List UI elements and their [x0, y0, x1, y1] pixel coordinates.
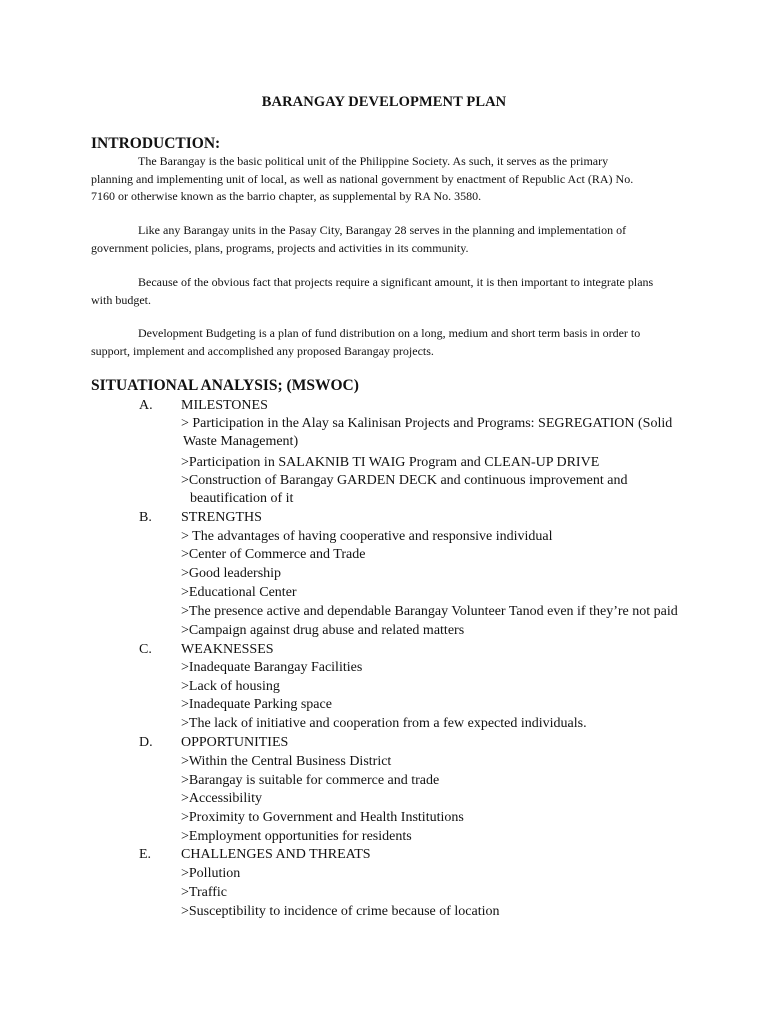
text-line: The Barangay is the basic political unit of the Philippine Society. As such, it serves as the primary	[138, 154, 609, 168]
introduction-heading: INTRODUCTION:	[91, 135, 221, 152]
list-item: beautification of it	[190, 491, 294, 506]
text-line: government policies, plans, programs, projects and activities in its community.	[91, 240, 469, 255]
intro-paragraph-2	[91, 222, 681, 257]
intro-paragraph-1	[91, 153, 681, 206]
list-item: >Educational Center	[181, 585, 297, 600]
list-item: >Employment opportunities for residents	[181, 829, 412, 844]
list-item: >Pollution	[181, 866, 241, 881]
situational-analysis-heading: SITUATIONAL ANALYSIS; (MSWOC)	[91, 377, 359, 394]
text-line: with budget.	[91, 292, 151, 307]
list-item: >Campaign against drug abuse and related matters	[181, 623, 465, 638]
section-title-weaknesses: WEAKNESSES	[181, 642, 274, 657]
section-letter: B.	[139, 510, 152, 525]
list-item: >Susceptibility to incidence of crime because of location	[181, 904, 500, 919]
section-letter: E.	[139, 847, 152, 862]
document-title: BARANGAY DEVELOPMENT PLAN	[261, 94, 507, 110]
text-line: Like any Barangay units in the Pasay City, Barangay 28 serves in the planning and implementation of	[138, 223, 627, 237]
section-title-challenges-and-threats: CHALLENGES AND THREATS	[181, 847, 371, 862]
section-title-milestones: MILESTONES	[181, 398, 268, 413]
list-item: >Inadequate Parking space	[181, 697, 332, 712]
section-letter: A.	[139, 398, 153, 413]
list-item: >Construction of Barangay GARDEN DECK and continuous improvement and	[181, 473, 628, 488]
list-item: >Within the Central Business District	[181, 754, 392, 769]
section-title-strengths: STRENGTHS	[181, 510, 262, 525]
list-item: Waste Management)	[183, 434, 299, 449]
list-item: >The lack of initiative and cooperation from a few expected individuals.	[181, 716, 587, 731]
list-item: >Center of Commerce and Trade	[181, 547, 366, 562]
list-item: >Accessibility	[181, 791, 262, 806]
list-item: > Participation in the Alay sa Kalinisan Projects and Programs: SEGREGATION (Solid	[181, 416, 673, 431]
section-title-opportunities: OPPORTUNITIES	[181, 735, 289, 750]
list-item: >Traffic	[181, 885, 228, 900]
text-line: 7160 or otherwise known as the barrio chapter, as supplemental by RA No. 3580.	[91, 189, 482, 203]
intro-paragraph-4	[91, 325, 681, 360]
list-item: >Barangay is suitable for commerce and trade	[181, 773, 440, 788]
list-item: >Proximity to Government and Health Institutions	[181, 810, 464, 825]
text-line: Development Budgeting is a plan of fund distribution on a long, medium and short term basis in order to	[138, 326, 641, 340]
text-line: Because of the obvious fact that projects require a significant amount, it is then important to integrate plans	[138, 275, 654, 289]
intro-paragraph-3	[91, 274, 681, 309]
list-item: >Inadequate Barangay Facilities	[181, 660, 363, 675]
list-item: >The presence active and dependable Barangay Volunteer Tanod even if they’re not paid	[181, 604, 678, 619]
list-item: >Participation in SALAKNIB TI WAIG Program and CLEAN-UP DRIVE	[181, 455, 600, 470]
section-letter: C.	[139, 642, 152, 657]
text-line: planning and implementing unit of local, as well as national government by enactment of Republic Act (RA) No.	[91, 171, 634, 186]
text-line: support, implement and accomplished any proposed Barangay projects.	[91, 343, 434, 358]
section-letter: D.	[139, 735, 153, 750]
list-item: >Good leadership	[181, 566, 282, 581]
list-item: > The advantages of having cooperative and responsive individual	[181, 529, 553, 544]
list-item: >Lack of housing	[181, 679, 280, 694]
